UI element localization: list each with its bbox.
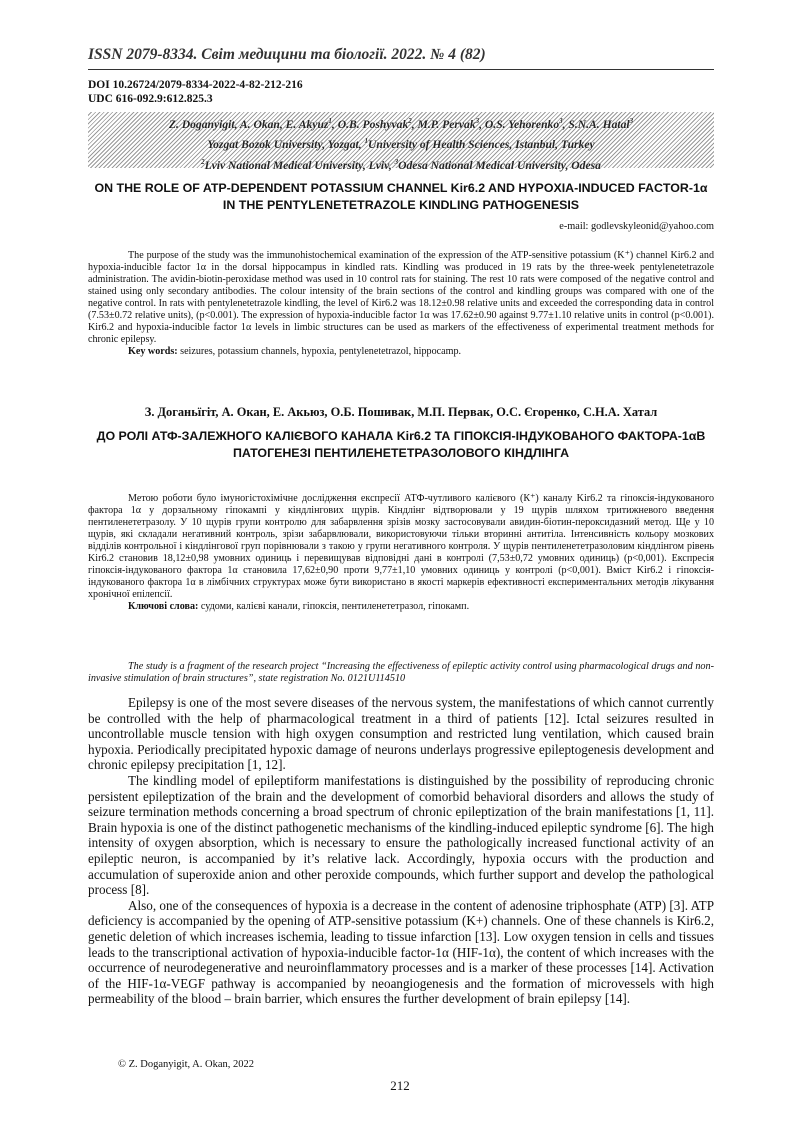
article-title-en: ON THE ROLE OF ATP-DEPENDENT POTASSIUM CHANNEL Kir6.2 AND HYPOXIA-INDUCED FACTOR-1α IN THE PENTYLENETETRAZOLE KINDLING PATHOGENESIS <box>94 181 708 212</box>
abstract-ua <box>88 493 714 613</box>
contact-email[interactable]: e-mail: godlevskyleonid@yahoo.com <box>559 221 714 232</box>
affiliation-line-1: Yozgat Bozok University, Yozgat, $^1$University of Health Sciences, Istanbul, Turkey <box>207 137 595 152</box>
udc: UDC 616-092.9:612.825.3 <box>88 93 213 105</box>
body-paragraph-2: The kindling model of epileptiform manifestations is distinguished by the possibility of reproducing chronic persistent epileptization of the brain and the development of comorbid behavioral disorders and allows the study of seizure termination methods concerning a broad spectrum of chronic epileptization of the brain manifestations [1, 11]. Brain hypoxia is one of the distinct pathogenetic mechanisms of the kindling-induced epileptic syndrome [6]. The high intensity of oxygen absorption, which is necessary to ensure the pathologically increased functional activity of an epileptic neuron, is accompanied by it’s relative lack. Accordingly, hypoxia occurs with the production and accumulation of superoxide anion and other peroxide compounds, which further support and develop the pathological process [8]. <box>88 772 714 898</box>
header-rule <box>88 69 714 70</box>
doi: DOI 10.26724/2079-8334-2022-4-82-212-216 <box>88 79 303 91</box>
authors-ua: З. Доганьїгіт, А. Окан, Е. Акьюз, О.Б. Пошивак, М.П. Первак, О.С. Єгоренко, С.Н.А. Хатал <box>144 405 658 419</box>
body-paragraph-3: Also, one of the consequences of hypoxia is a decrease in the content of adenosine triphosphate (ATP) [3]. ATP deficiency is accompanied by the opening of ATP-sensitive potassium (K+) channels. One of these channels is Kir6.2, genetic deletion of which increases ischemia, leading to tissue infarction [13]. Low oxygen tension in cells and tissues leads to the transcriptional activation of hypoxia-inducible factor-1α (HIF-1α), the content of which increases with the occurrence of neurodegenerative and neuroinflammatory processes and is a marker of these processes [14]. Activation of the HIF-1α-VEGF pathway is accompanied by neoangiogenesis and the formation of microvessels with high permeability of the blood – brain barrier, which ensures the further development of brain epilepsy [14]. <box>88 897 714 1007</box>
article-title-ua: ДО РОЛІ АТФ-ЗАЛЕЖНОГО КАЛІЄВОГО КАНАЛА Kir6.2 ТА ГІПОКСІЯ-ІНДУКОВАНОГО ФАКТОРА-1αВ ПАТОГЕНЕЗІ ПЕНТИЛЕНЕТЕТРАЗОЛОВОГО КІНДЛІНГА <box>96 429 706 460</box>
keywords-ua: Ключові слова: судоми, калієві канали, гіпоксія, пентиленететразол, гіпокамп. <box>128 600 470 612</box>
authors-affiliations <box>88 113 714 174</box>
journal-header: ISSN 2079-8334. Світ медицини та біології. 2022. № 4 (82) <box>88 46 486 63</box>
abstract-ua-text: Метою роботи було імуногістохімічне дослідження експресії АТФ-чутливого калієвого (К⁺) каналу Kir6.2 та гіпоксія-індукованого фактора 1α у дорзальному гіпокампі у кіндлінгових щурів. Кіндлінг відтворювали у 19 щурів шляхом тритижневого введення пентиленететразолу. У 10 щурів групи контролю для забарвлення зрізів мозку застосовували авидин-біотин-пероксидазний метод. Ще у 10 щурів, які складали негативний контроль, зрізи забарвлювали, використовуючи тільки вторинні антитіла. Інтенсивність кольору мозкових відділів контрольної і кіндлінгової груп порівнювали з такою у групи негативного контроля. У щурів пентиленететразоловим кіндлінгом рівень Kir6.2 становив 18,12±0,98 умовних одиниць і перевищував відповідні дані в контролі (7,53±0,72 умовних одиниць) (p<0,001). Експресія гіпоксія-індукованого фактора 1α становила 17,62±0,90 проти 9,77±1,10 умовних одиниць у контролі (p<0,001). Вміст Kir6.2 і гіпоксія-індукованого фактора 1α в лімбічних структурах може бути використано в якості маркерів ефективності експериментальних методів лікування хронічної епілепсії. <box>88 493 714 600</box>
authors-line: Z. Doganyigit, A. Okan, E. Akyuz$^1$, O.B. Poshyvak$^2$, M.P. Pervak$^3$, O.S. Yehorenko$^3$, S.N.A. Hatal$^3$ <box>168 117 634 131</box>
keywords-en: Key words: seizures, potassium channels, hypoxia, pentylenetetrazol, hippocamp. <box>128 345 462 357</box>
body-text <box>88 695 714 1007</box>
affiliation-line-2: $^2$Lviv National Medical University, Lviv, $^3$Odesa National Medical University, Odesa <box>201 157 601 172</box>
body-paragraph-1: Epilepsy is one of the most severe diseases of the nervous system, the manifestations of which cannot currently be controlled with the help of pharmacological treatment in a third of patients [12]. Ictal seizures resulted in uncontrollable muscle tension with high oxygen consumption and restricted lung ventilation, which caused brain hypoxia. Periodically precipitated hypoxic damage of neurons underlays progressive epileptogenesis development and chronic epilepsy precipitation [1, 12]. <box>88 695 714 773</box>
page-number: 212 <box>390 1078 410 1093</box>
project-note: The study is a fragment of the research project “Increasing the effectiveness of epileptic activity control using pharmacological drugs and non-invasive stimulation of brain structures”, state registration No. 0121U114510 <box>88 661 714 684</box>
copyright: © Z. Doganyigit, A. Okan, 2022 <box>118 1059 255 1070</box>
doi-block <box>88 78 303 106</box>
abstract-en <box>88 250 714 358</box>
abstract-en-text: The purpose of the study was the immunohistochemical examination of the expression of the ATP-sensitive potassium (K⁺) channel Kir6.2 and hypoxia-inducible factor 1α in the dorsal hippocampus in kindled rats. Kindling was produced in 19 rats by the three-week pentylenetetrazole administration. The avidin-biotin-peroxidase method was used in 10 control rats for staining. The rest 10 rats were composed of the negative control and stained using only secondary antibodies. The colour intensity of the brain sections of the control and kindling groups was compared with one of the negative control. In rats with pentylenetetrazole kindling, the level of Kir6.2 was 18.12±0.98 relative units and exceeded the corresponding data in control (7.53±0.72 relative units), (p<0.001). The expression of hypoxia-inducible factor 1α was 17.62±0.90 against 9.77±1.10 relative units in control (p<0.001). Kir6.2 and hypoxia-inducible factor 1α levels in limbic structures can be used as markers of the effectiveness of experimental treatment methods for chronic epilepsy. <box>88 250 714 345</box>
